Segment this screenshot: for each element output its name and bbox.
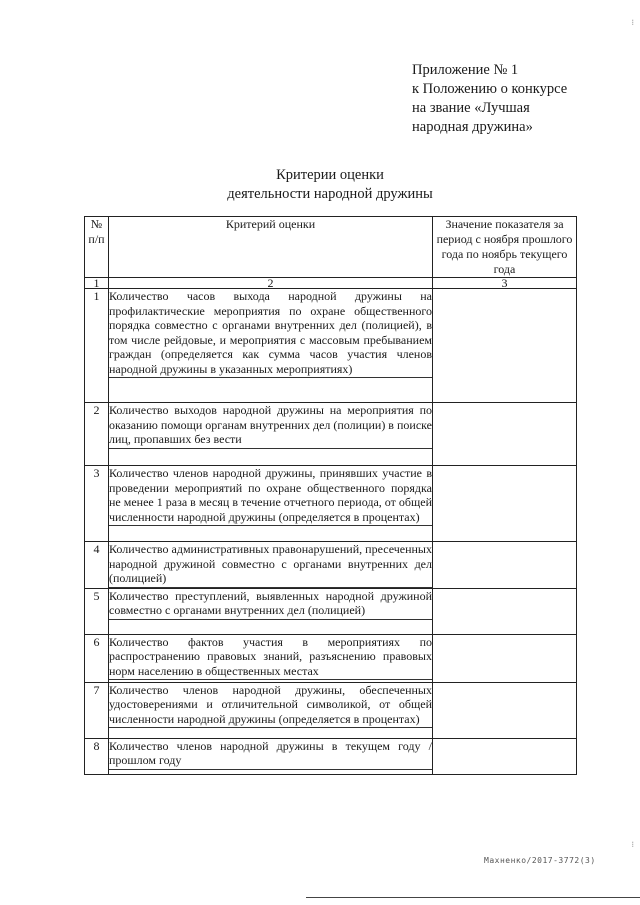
row-criterion xyxy=(109,466,433,542)
row-number: 2 xyxy=(85,403,109,466)
table-header-row xyxy=(85,217,577,278)
row-number: 5 xyxy=(85,588,109,634)
appendix-line: Приложение № 1 xyxy=(412,62,519,78)
document-title xyxy=(180,166,480,204)
row-value-cell xyxy=(433,588,577,634)
row-criterion-text: Количество фактов участия в мероприятиях по распространению правовых знаний, разъяснению правовых норм населению в общественных местах xyxy=(109,635,432,681)
appendix-line: народная дружина» xyxy=(412,119,533,135)
table-row xyxy=(85,289,577,403)
row-criterion xyxy=(109,682,433,738)
row-number: 1 xyxy=(85,289,109,403)
row-value-cell xyxy=(433,738,577,774)
appendix-note xyxy=(412,61,627,137)
row-criterion-text: Количество преступлений, выявленных народной дружиной совместно с органами внутренних дел (полицией) xyxy=(109,589,432,620)
scan-artifact-mark: ⁝ xyxy=(631,18,634,27)
column-index: 2 xyxy=(109,278,433,289)
header-criterion: Критерий оценки xyxy=(109,217,433,278)
row-number: 6 xyxy=(85,634,109,682)
scan-artifact-mark: ⁝ xyxy=(631,840,634,849)
row-number: 8 xyxy=(85,738,109,774)
row-criterion xyxy=(109,738,433,774)
row-criterion-text: Количество административных правонарушений, пресеченных народной дружиной совместно с органами внутренних дел (полицией) xyxy=(109,542,432,588)
table-row xyxy=(85,466,577,542)
appendix-line: на звание «Лучшая xyxy=(412,100,530,116)
column-index: 3 xyxy=(433,278,577,289)
header-num: № п/п xyxy=(85,217,109,278)
row-criterion xyxy=(109,403,433,466)
column-index: 1 xyxy=(85,278,109,289)
row-value-cell xyxy=(433,403,577,466)
title-line-1: Критерии оценки xyxy=(276,167,384,183)
criteria-table xyxy=(84,216,577,775)
row-criterion xyxy=(109,289,433,403)
table-row xyxy=(85,403,577,466)
title-line-2: деятельности народной дружины xyxy=(227,186,433,202)
table-row xyxy=(85,682,577,738)
table-row xyxy=(85,542,577,589)
row-value-cell xyxy=(433,682,577,738)
row-number: 3 xyxy=(85,466,109,542)
appendix-line: к Положению о конкурсе xyxy=(412,81,568,97)
row-number: 7 xyxy=(85,682,109,738)
row-criterion xyxy=(109,588,433,634)
row-value-cell xyxy=(433,466,577,542)
row-criterion-text: Количество членов народной дружины в текущем году / прошлом году xyxy=(109,739,432,770)
row-number: 4 xyxy=(85,542,109,589)
row-value-cell xyxy=(433,542,577,589)
row-criterion-text: Количество членов народной дружины, принявших участие в проведении мероприятий по охране общественного порядка не менее 1 раза в месяц в течение отчетного периода, от общей численности народной дружины (определяется в процентах) xyxy=(109,466,432,526)
row-value-cell xyxy=(433,634,577,682)
document-code: Махненко/2017-3772(3) xyxy=(484,856,596,865)
row-criterion xyxy=(109,634,433,682)
row-value-cell xyxy=(433,289,577,403)
row-criterion xyxy=(109,542,433,589)
row-criterion-text: Количество членов народной дружины, обеспеченных удостоверениями и отличительной символикой, от общей численности народной дружины (определяется в процентах) xyxy=(109,683,432,729)
column-index-row xyxy=(85,278,577,289)
row-criterion-text: Количество часов выхода народной дружины на профилактические мероприятия по охране общественного порядка совместно с органами внутренних дел (полицией), в том числе рейдовые, и мероприятия с массовым пребыванием граждан (определяется как сумма часов участия членов народной дружины в указанных мероприятиях) xyxy=(109,289,432,378)
header-value: Значение показателя за период с ноября прошлого года по ноябрь текущего года xyxy=(433,217,577,278)
table-row xyxy=(85,588,577,634)
table-row xyxy=(85,634,577,682)
scan-edge-line xyxy=(306,897,640,898)
row-criterion-text: Количество выходов народной дружины на мероприятия по оказанию помощи органам внутренних дел (полиции) в поиске лиц, пропавших без вести xyxy=(109,403,432,449)
table-row xyxy=(85,738,577,774)
